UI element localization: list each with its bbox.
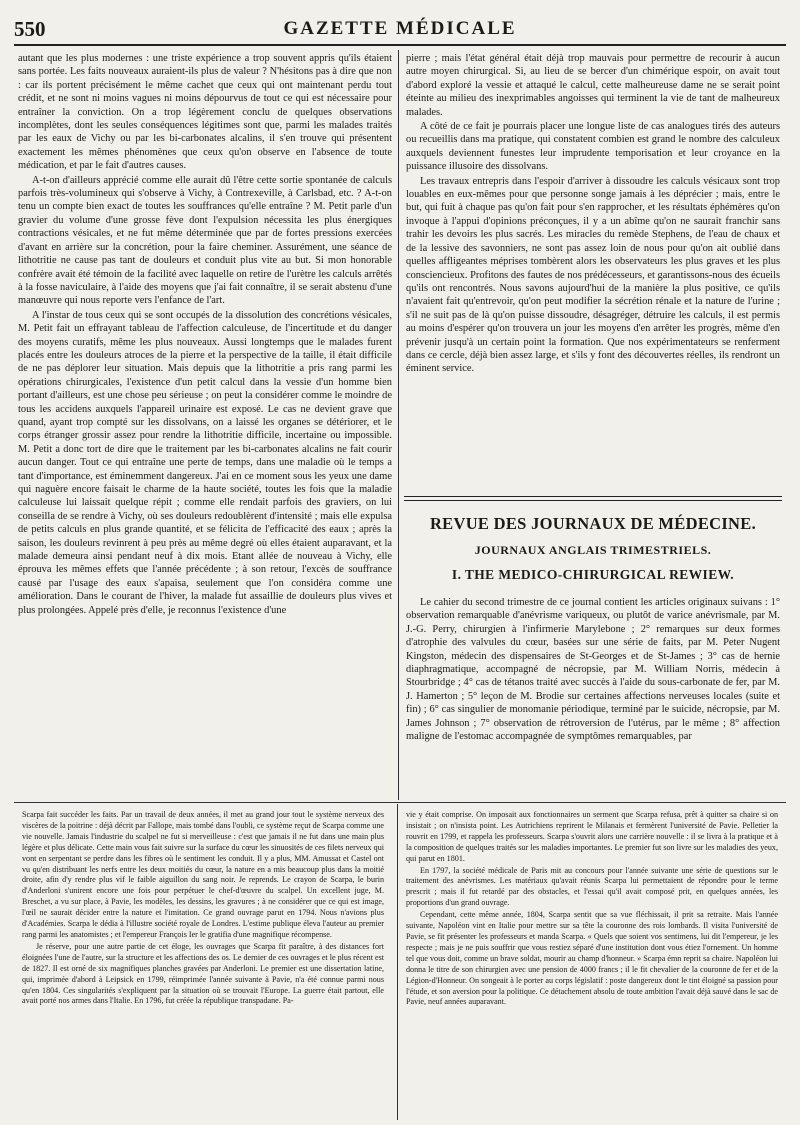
feuilleton-column-right [406,810,778,1118]
revue-subtitle: JOURNAUX ANGLAIS TRIMESTRIELS. [474,543,712,557]
paragraph: A côté de ce fait je pourrais placer une longue liste de cas analogues tirés des auteurs ou recueillis dans ma pratique, qui constatent combien est grand le nombre des calculeux auxquels deviennent funestes leur imprudente temporisation et leur croyance en la puissance illusoire des dissolvans. [406,121,780,173]
paragraph: autant que les plus modernes : une triste expérience a trop souvent appris qu'ils étaient sans portée. Les faits nouveaux auraient-ils plus de valeur ? N'hésitons pas à dire que non : car ils portent précisément le même cachet que ceux qui ont maintenant perdu tout crédit, et ne sont ni moins vagues ni moins dépourvus de tout ce qui est nécessaire pour entraîner la conviction. On a trop légèrement conclu de quelques observations incomplètes, dont les seules conséquences légitimes sont que, parmi les malades traités par les eaux de Vichy ou par les bi-carbonates alcalins, il s'en trouve qui présentent exactement les mêmes phénomènes que ceux qu'on observe en l'absence de toute médication, et par le fait d'autres causes. [18,53,392,172]
paragraph: Les travaux entrepris dans l'espoir d'arriver à dissoudre les calculs vésicaux sont trop louables en eux-mêmes pour que personne songe jamais à les déprécier ; mais, entre le but, qui fuit à chaque pas qu'on fait pour s'en rapprocher, et les résultats éphémères qu'on invoque à l'appui d'opinions préconçues, il y a un abîme qu'on ne saurait franchir sans trahir les devoirs les plus sacrés. Les miracles du remède Stephens, de l'eau de chaux et de la lessive des savonniers, ne sont pas assez loin de nous pour qu'on ait oublié dans quelles affligeantes méprises tombèrent alors les observateurs les plus graves et les plus consciencieux. Profitons des fautes de nos prédécesseurs, et garantissons-nous des écueils qu'ils ont rencontrés. Nous savons aujourd'hui de la manière la plus positive, ce qu'ils n'avaient fait qu'entrevoir, qu'on peut modifier la sécrétion rénale et la nature de l'urine ; s'il ne suit pas de là qu'on puisse dissoudre, désagréger, détruire les calculs, il est permis au moins d'espérer qu'on trouvera un jour les moyens d'en arrêter les progrès, même d'en prévenir jusqu'à un certain point la formation. Que nos expérimentateurs se renferment dans ce cercle, déjà bien assez large, et s'ils y font des découvertes réelles, ils rendront un éminent service. [406,175,780,375]
paragraph: pierre ; mais l'état général était déjà trop mauvais pour permettre de recourir à aucun autre moyen chirurgical. Si, au lieu de se bercer d'un chimérique espoir, on avait tout d'abord exploré la vessie et attaqué le calcul, cette malheureuse dame ne se serait point éteinte au milieu des inexprimables angoisses qui terminent la vie de tant de malheureux malades. [406,53,780,118]
paragraph: Le cahier du second trimestre de ce journal contient les articles originaux suivans : 1° observation remarquable d'anévrisme variqueux, ou plutôt de varice anévrismale, par M. J.-G. Perry, chirurgien à l'infirmerie Marylebone ; 2° remarques sur deux formes d'atrophie des valvules du cœur, basées sur une série de faits, par M. Peter Nugent Kingston, médecin des dispensaires de St-Georges et de St-James ; 3° cas de hernie diaphragmatique, accompagné de nécropsie, par M. William Norris, médecin à Stourbridge ; 4° cas de tétanos traité avec succès à l'aide du sous-carbonate de fer, par M. J. Hamerton ; 5° leçon de M. Brodie sur certaines affections nerveuses locales (suite et fin) ; 6° cas singulier de monomanie périodique, terminé par le suicide, nécropsie, par M. James Johnson ; 7° observation de rétroversion de l'utérus, par le même ; 8° affection maligne de l'estomac accompagnée de symptômes remarquables, par [406,597,780,743]
revue-column [406,596,780,798]
paragraph: Je réserve, pour une autre partie de cet éloge, les ouvrages que Scarpa fit paraître, à des distances fort éloignées l'une de l'autre, sur la structure et les affections des os. Le dernier de ces ouvrages et le plus récent est de 1827. Il est orné de six magnifiques planches gravées par Anderloni. Le premier est une dissertation latine, qui, imprimée d'abord à Leipsick en 1799, réimprimée l'année suivante à Pavie, n'a été connue parmi nous qu'en 1804. Ces singularités s'expliquent par la situation où se trouvait l'Europe. La guerre était partout, elle avait porté nos armes dans l'Italie. En 1796, fut créée la république transpadane. Pa- [22,941,384,1006]
paragraph: A-t-on d'ailleurs apprécié comme elle aurait dû l'être cette sortie spontanée de calculs parfois très-volumineux qui s'observe à Vichy, à Contrexeville, à Carlsbad, etc. ? A-t-on tenu un compte bien exact de toutes les souffrances qu'elle entraîne ? M. Petit parle d'un gravier du volume d'une grosse fève dont l'expulsion nécessita les plus énergiques contractions vésicales, et ne fut même déterminée que par de fortes pressions exercées d'avant en arrière sur la concrétion, pour la faire cheminer. Assurément, une séance de lithotritie ne cause pas tant de douleurs et conduit plus vite au but. Si mon honorable confrère avait été témoin de la facilité avec laquelle on retire de l'urètre les calculs arrêtés à la fosse naviculaire, à l'aide des moyens que j'ai fait connaître, il se serait abstenu d'une manœuvre qui nous reporte vers l'enfance de l'art. [18,174,392,307]
paragraph: Cependant, cette même année, 1804, Scarpa sentit que sa vue fléchissait, il prit sa retraite. Mais l'année suivante, Napoléon vint en Italie pour mettre sur sa tête la couronne des rois lombards. Il visita l'université de Pavie, se fit présenter les professeurs et manda Scarpa. « Quels que soient vos sentimens, lui dit l'empereur, je les respecte ; mais je ne puis souffrir que vous restiez séparé d'une institution dont vous étiez l'ornement. Un homme tel que vous doit, comme un brave soldat, mourir au champ d'honneur. » Scarpa émn reprit sa chaire. Napoléon lui donna le titre de son chirurgien avec une pension de 4000 francs ; il le fit chevalier de la couronne de fer et de la Légion-d'Honneur. On songeait à le porter au corps législatif : poste dangereux dont le tint éloigné sa passion pour l'étude, et son aversion pour la politique. Ce détachement absolu de toute ambition l'avait déjà sauvé dans le sac de Pavie, neuf années auparavant. [406,910,778,1007]
column-divider [397,804,398,1120]
article-column-left [18,52,392,797]
paragraph: A l'instar de tous ceux qui se sont occupés de la dissolution des concrétions vésicales, M. Petit fait un effrayant tableau de l'affection calculeuse, de l'incertitude et du danger des moyens curatifs, même les plus nouveaux. Aussi longtemps que le malades furent placés entre les douleurs atroces de la pierre et la perspective de la taille, il était difficile de ne pas déplorer leur situation. Mais depuis que la lithotritie a pris rang parmi les opérations chirurgicales, l'existence d'un petit calcul dans la vessie d'un homme bien portant d'ailleurs, est une chose peu sérieuse ; on peut la considérer comme le moindre de tous les accidens auxquels l'appareil urinaire est exposé. Le cas ne devient grave que quand, ayant trop compté sur les dissolvans, on a laissé les organes se détériorer, et le corps étranger grossir assez pour rendre la lithotritie difficile, incertaine ou impossible. M. Petit a donc tort de dire que le traitement par les bi-carbonates alcalins ne fait courir aucun danger. Tout ce qui entraîne une perte de temps, dans une maladie où le temps a tant d'importance, est éminemment dangereux. J'ai en ce moment sous les yeux une dame qui naguère encore faisait le charme de la haute société, toutes les fois que la maladie calculeuse lui laissait quelque répit ; comme elle rendait parfois des graviers, on lui conseilla de se rendre à Vichy, où ses douleurs redoublèrent d'intensité ; mais elle expulsa de petits calculs en plus grande quantité, et se félicita de l'efficacité des eaux ; après la saison, les douleurs revinrent à peu près au même degré où elles étaient auparavant, et la malade demeura ainsi pendant neuf à dix mois. Etant allée de nouveau à Vichy, elle éprouva les mêmes effets que l'année précédente ; à son retour, l'excès de souffrance causé par l'usage des eaux s'apaisa, seulement que l'on considéra comme une amélioration. Dans le courant de l'hiver, la malade fut assaillie de douleurs plus vives et plus prolongées. Appelé près d'elle, je reconnus l'existence d'une [18,309,392,616]
journal-title: GAZETTE MÉDICALE [283,18,517,39]
horizontal-divider [14,802,786,803]
paragraph: En 1797, la société médicale de Paris mit au concours pour l'année suivante une série de questions sur le traitement des anévrismes. Les matériaux qu'avait réunis Scarpa lui permettaient de répondre pour le terme prescrit ; mais il fut retardé par des obstacles, et l'essai qu'il avait composé prit, en quelques années, les proportions d'un grand ouvrage. [406,865,778,908]
article-column-right [406,52,780,476]
revue-section-heading: I. THE MEDICO-CHIRURGICAL REWIEW. [451,567,735,582]
section-separator [404,496,782,501]
revue-title: REVUE DES JOURNAUX DE MÉDECINE. [429,514,757,533]
page-number: 550 [14,17,46,41]
paragraph: Scarpa fait succéder les faits. Par un travail de deux années, il met au grand jour tout le système nerveux des viscères de la poitrine : déjà décrit par Fallope, mais tombé dans l'oubli, ce système reçut de Scarpa comme une vie nouvelle. Jamais l'industrie du scalpel ne fut si merveilleuse : c'est que jamais il ne fut dans une main plus légère et plus délicate. Cette main vous fait suivre sur la surface du cœur les sinuosités de ces filets nerveux qui vont en serpentant se perdre dans les fibres où le sentiment les conduit. Il y a plus, MM. Amussat et Castel ont vu qu'en distribuant les nerfs entre les deux moitiés du cœur, la nature en a mis beaucoup plus dans la moitié droite, afin d'y rendre plus vif le faible aiguillon du sang noir. Je reprends. Le crayon de Scarpa, le burin d'Anderloni s'unirent encore une fois pour perpétuer le chef-d'œuvre du scalpel. Un excellent juge, M. Breschet, a vu sur place, à Pavie, les modèles, les dessins, les gravures ; à ne considérer que ce qui est image, l'œil ne saurait décider entre la nature et l'imitation. Ce grand ouvrage parut en 1794. Nous n'avions plus d'Académies. Scarpa le dédia à l'illustre société royale de Londres. L'estime publique éleva l'auteur au premier rang parmi les anatomistes ; et l'empereur François Ier le gratifia d'une magnifique récompense. [22,810,384,939]
page-header [14,14,786,46]
column-divider [398,50,399,800]
paragraph: vie y était comprise. On imposait aux fonctionnaires un serment que Scarpa refusa, prêt à quitter sa chaire si on insistait ; on n'insista point. Les Autrichiens reprirent le Milanais et fermèrent l'université de Pavie. Pelletier la rouvrit en 1799, et rappela les professeurs. Scarpa s'ouvrit alors une carrière nouvelle : il se livra à la pratique et à la composition de quelques traités sur les maladies importantes. Le premier fut son livre sur les maladies des yeux, qui parut en 1801. [406,810,778,863]
feuilleton-column-left [22,810,384,1118]
